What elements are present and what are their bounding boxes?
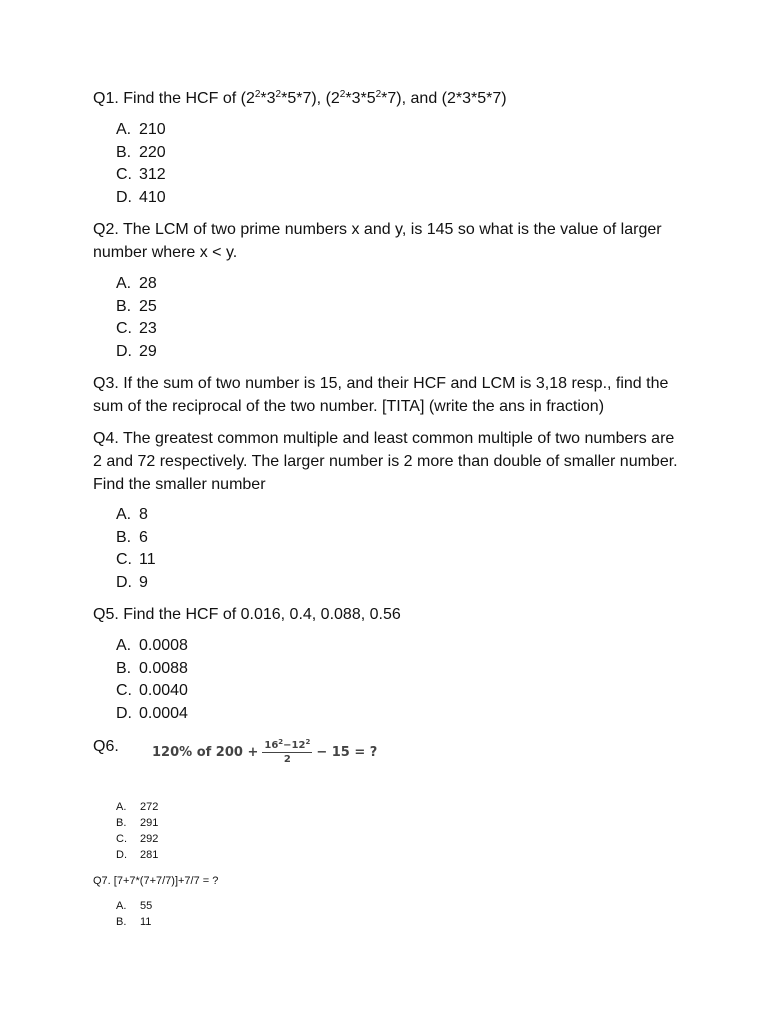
fraction-numerator <box>262 740 312 753</box>
option <box>116 658 188 681</box>
question-5: Q5. Find the HCF of 0.016, 0.4, 0.088, 0.56 <box>93 606 401 623</box>
option <box>116 572 156 595</box>
option-value: 0.0088 <box>139 659 188 677</box>
question-6-label: Q6. <box>93 738 119 755</box>
option <box>116 341 157 364</box>
option-letter: A. <box>116 801 127 813</box>
option <box>116 898 152 914</box>
q1-text-part: *3*5 <box>345 90 376 107</box>
numerator-base: 16 <box>264 740 279 751</box>
option-value: 11 <box>139 551 156 568</box>
q2-options <box>116 273 157 363</box>
option-letter: D. <box>116 849 127 861</box>
q5-options <box>116 635 188 725</box>
question-7: Q7. [7+7*(7+7/7)]+7/7 = ? <box>93 875 219 887</box>
q1-options <box>116 119 166 209</box>
question-2: Q2. The LCM of two prime numbers x and y, is 145 so what is the value of larger number where x < y. <box>93 221 662 261</box>
option-value: 210 <box>139 121 166 138</box>
option <box>116 635 188 658</box>
q7-options <box>116 898 152 930</box>
option-value: 410 <box>139 188 166 206</box>
option-letter: A. <box>116 275 132 292</box>
option-value: 0.0040 <box>139 682 188 699</box>
option <box>116 187 166 210</box>
option-value: 0.0004 <box>139 704 188 722</box>
q1-text-part: Q1. Find the HCF of (2 <box>93 90 255 107</box>
q6-formula <box>152 740 377 765</box>
option <box>116 703 188 726</box>
option <box>116 831 158 847</box>
option-letter: B. <box>116 916 127 928</box>
question-3: Q3. If the sum of two number is 15, and their HCF and LCM is 3,18 resp., find the sum of the reciprocal of the two number. [TITA] (write the ans in fraction) <box>93 375 669 415</box>
option <box>116 680 188 703</box>
option-value: 11 <box>140 916 152 928</box>
option-letter: C. <box>116 833 127 845</box>
option-letter: C. <box>116 320 132 337</box>
q1-exponent: 2 <box>275 89 282 100</box>
option <box>116 799 158 815</box>
option <box>116 273 157 296</box>
option-value: 6 <box>139 528 148 546</box>
option-value: 312 <box>139 166 166 183</box>
option-letter: D. <box>116 342 132 360</box>
option <box>116 164 166 187</box>
option <box>116 815 158 831</box>
option-letter: D. <box>116 573 132 591</box>
q1-text-part: *3 <box>260 90 276 107</box>
option-letter: A. <box>116 900 127 912</box>
option-letter: D. <box>116 704 132 722</box>
option-value: 55 <box>140 900 153 912</box>
formula-lead: 120% of 200 + <box>152 745 259 760</box>
option-value: 8 <box>139 506 148 523</box>
option-value: 9 <box>139 573 148 591</box>
question-1 <box>93 87 683 110</box>
option <box>116 847 158 863</box>
option <box>116 549 156 572</box>
option-value: 292 <box>140 833 159 845</box>
option-letter: A. <box>116 506 132 523</box>
option-value: 291 <box>140 817 159 829</box>
option-value: 29 <box>139 342 157 360</box>
numerator-exponent: 2 <box>305 738 311 746</box>
option-letter: B. <box>116 528 132 546</box>
option-letter: C. <box>116 682 132 699</box>
option <box>116 527 156 550</box>
option-letter: C. <box>116 551 132 568</box>
q1-text-part: *7), and (2*3*5*7) <box>381 90 507 107</box>
option <box>116 296 157 319</box>
q1-exponent: 2 <box>339 89 346 100</box>
option-letter: A. <box>116 637 132 654</box>
option-value: 272 <box>140 801 159 813</box>
option-letter: B. <box>116 143 132 161</box>
q1-exponent: 2 <box>375 89 382 100</box>
option-value: 281 <box>140 849 159 861</box>
option-letter: B. <box>116 659 132 677</box>
option-letter: C. <box>116 166 132 183</box>
q6-options <box>116 799 158 863</box>
q4-options <box>116 504 156 594</box>
option-value: 23 <box>139 320 157 337</box>
option-value: 0.0008 <box>139 637 188 654</box>
formula-fraction <box>262 740 312 765</box>
option <box>116 142 166 165</box>
numerator-exponent: 2 <box>278 738 284 746</box>
q1-text-part: *5*7), (2 <box>281 90 340 107</box>
option-letter: B. <box>116 817 127 829</box>
formula-tail: − 15 = ? <box>316 745 378 760</box>
option <box>116 318 157 341</box>
option <box>116 914 152 930</box>
option-value: 25 <box>139 297 157 315</box>
option <box>116 119 166 142</box>
fraction-denominator: 2 <box>283 754 291 765</box>
question-4: Q4. The greatest common multiple and least common multiple of two numbers are 2 and 72 respectively. The larger number is 2 more than double of smaller number. Find the smaller number <box>93 430 678 493</box>
option-value: 220 <box>139 143 166 161</box>
q1-exponent: 2 <box>254 89 261 100</box>
option <box>116 504 156 527</box>
option-letter: A. <box>116 121 132 138</box>
option-value: 28 <box>139 275 157 292</box>
option-letter: B. <box>116 297 132 315</box>
numerator-base: −12 <box>283 740 306 751</box>
option-letter: D. <box>116 188 132 206</box>
